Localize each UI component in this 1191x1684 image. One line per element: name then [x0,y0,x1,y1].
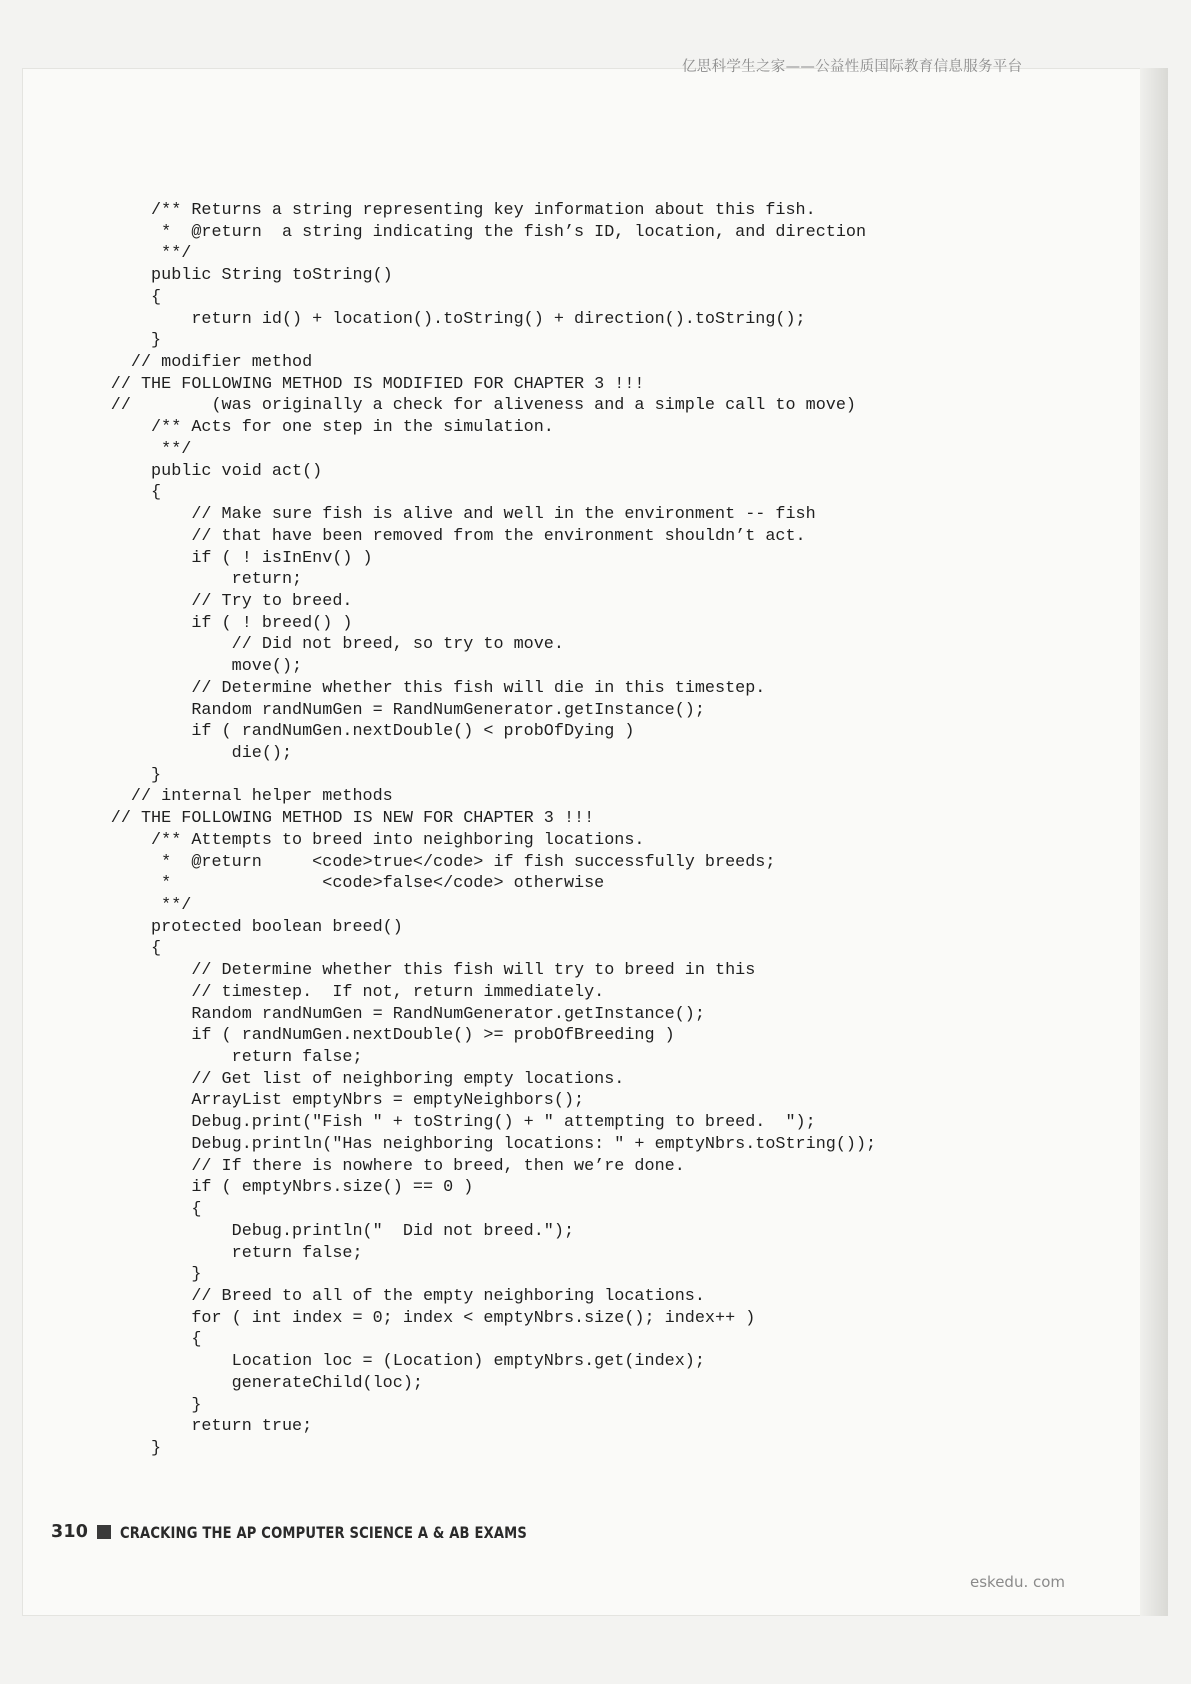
code-line: // If there is nowhere to breed, then we’re done. [0,1156,685,1176]
code-line: // Breed to all of the empty neighboring locations. [0,1286,705,1306]
code-line: return id() + location().toString() + direction().toString(); [0,309,806,329]
code-line: if ( ! breed() ) [0,613,353,633]
code-line: **/ [0,439,192,459]
code-line: * @return a string indicating the fish’s ID, location, and direction [0,222,867,242]
code-line: * @return <code>true</code> if fish successfully breeds; [0,852,776,872]
code-line: { [0,939,162,959]
code-line: Random randNumGen = RandNumGenerator.getInstance(); [0,700,705,720]
code-line: move(); [0,657,303,677]
code-line: Debug.println(" Did not breed."); [0,1221,575,1241]
code-line: die(); [0,743,293,763]
code-line: * <code>false</code> otherwise [0,874,605,894]
code-line: // modifier method [0,353,313,373]
code-line: protected boolean breed() [0,917,403,937]
code-line: // Determine whether this fish will die in this timestep. [0,678,766,698]
watermark-bottom: eskedu. com [970,1573,1066,1591]
code-line: // THE FOLLOWING METHOD IS NEW FOR CHAPTER 3 !!! [0,809,595,829]
code-line: for ( int index = 0; index < emptyNbrs.size(); index++ ) [0,1308,756,1328]
code-line: if ( randNumGen.nextDouble() < probOfDying ) [0,722,635,742]
code-line: **/ [0,896,192,915]
code-line: // Make sure fish is alive and well in the environment -- fish [0,505,816,525]
code-line: } [0,1438,162,1458]
code-line: { [0,1330,202,1350]
code-line: { [0,287,162,307]
code-line: if ( emptyNbrs.size() == 0 ) [0,1178,474,1198]
book-title: CRACKING THE AP COMPUTER SCIENCE A & AB EXAMS [120,1522,528,1542]
code-line: ArrayList emptyNbrs = emptyNeighbors(); [0,1091,585,1111]
code-line: Debug.println("Has neighboring locations: " + emptyNbrs.toString()); [0,1134,877,1154]
code-line: Random randNumGen = RandNumGenerator.getInstance(); [0,1004,705,1024]
code-line: // Try to breed. [0,591,353,611]
code-line: **/ [0,244,192,264]
code-line: Location loc = (Location) emptyNbrs.get(index); [0,1352,705,1372]
footer-square-icon [97,1525,111,1539]
code-listing [0,200,1191,1460]
code-line: // Did not breed, so try to move. [0,635,564,655]
page-footer [51,1522,616,1542]
code-line: if ( randNumGen.nextDouble() >= probOfBreeding ) [0,1026,675,1046]
watermark-top: 亿思科学生之家——公益性质国际教育信息服务平台 [682,59,1023,75]
code-line: } [0,331,162,351]
code-line: // timestep. If not, return immediately. [0,982,605,1002]
code-line: // internal helper methods [0,787,393,807]
code-line: return; [0,570,303,590]
page-number: 310 [51,1522,89,1542]
code-line: // Get list of neighboring empty locations. [0,1069,625,1089]
code-line: return false; [0,1048,363,1068]
code-line: public void act() [0,461,323,481]
code-line: } [0,1395,202,1415]
code-line: /** Acts for one step in the simulation. [0,418,554,438]
code-line: return false; [0,1243,363,1263]
code-line: generateChild(loc); [0,1373,423,1393]
code-line: } [0,765,162,785]
code-line: // Determine whether this fish will try to breed in this [0,961,756,981]
code-line: public String toString() [0,266,393,286]
code-line: // (was originally a check for aliveness and a simple call to move) [0,396,856,416]
code-line: { [0,483,162,503]
code-line: // THE FOLLOWING METHOD IS MODIFIED FOR CHAPTER 3 !!! [0,374,645,394]
code-line: // that have been removed from the environment shouldn’t act. [0,526,806,546]
code-line: /** Returns a string representing key information about this fish. [0,201,816,220]
code-line: Debug.print("Fish " + toString() + " attempting to breed. "); [0,1113,816,1133]
code-line: { [0,1200,202,1220]
code-line: if ( ! isInEnv() ) [0,548,373,568]
code-line: /** Attempts to breed into neighboring locations. [0,830,645,850]
code-line: } [0,1265,202,1285]
code-line: return true; [0,1417,313,1437]
